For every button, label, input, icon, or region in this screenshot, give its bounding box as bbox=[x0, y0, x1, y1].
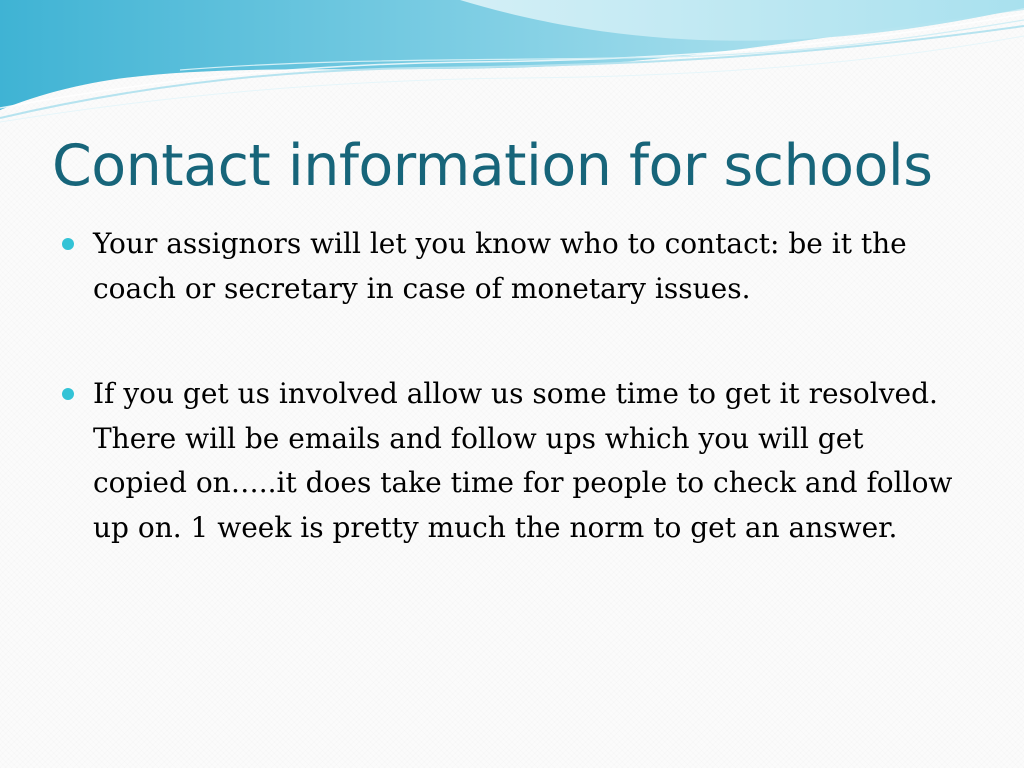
header-wave-decoration bbox=[0, 0, 1024, 130]
bullet-item bbox=[62, 372, 962, 550]
bullet-text: Your assignors will let you know who to contact: be it the coach or secretary in case of monetary issues. bbox=[93, 227, 907, 305]
bullet-item bbox=[62, 222, 962, 311]
bullet-dot-icon bbox=[62, 238, 74, 250]
bullet-text: If you get us involved allow us some time to get it resolved. There will be emails and follow ups which you will get copied on…..it does take time for people to check and follow up on. 1 week is pretty much the norm to get an answer. bbox=[93, 377, 953, 544]
bullet-list bbox=[62, 222, 962, 550]
slide-title: Contact information for schools bbox=[52, 133, 933, 199]
bullet-dot-icon bbox=[62, 388, 74, 400]
